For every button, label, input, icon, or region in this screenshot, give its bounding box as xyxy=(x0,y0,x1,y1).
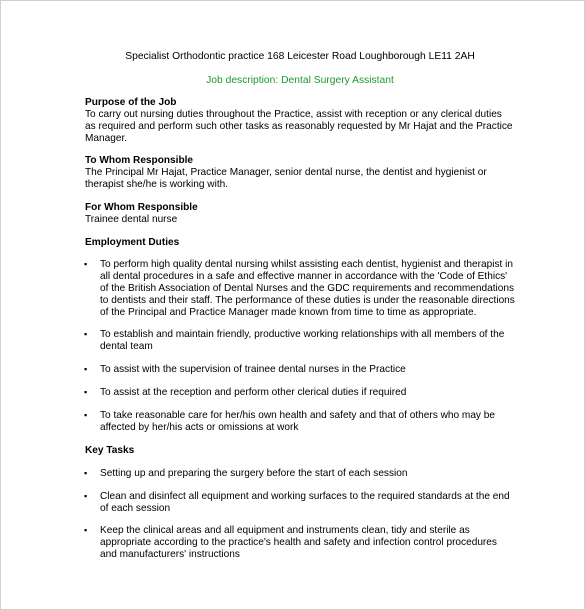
bullet-icon: ▪ xyxy=(84,525,88,536)
practice-address: Specialist Orthodontic practice 168 Leicester Road Loughborough LE11 2AH xyxy=(125,51,475,62)
section-to-whom xyxy=(85,155,515,191)
bullet-icon: ▪ xyxy=(84,258,88,269)
list-item xyxy=(85,410,515,434)
key-tasks-list xyxy=(85,468,515,561)
section-heading-duties: Employment Duties xyxy=(85,236,180,248)
section-duties xyxy=(85,237,515,434)
bullet-icon: ▪ xyxy=(84,329,88,340)
section-text-purpose: To carry out nursing duties throughout the Practice, assist with reception or any clerical duties as required and perform such other tasks as reasonably requested by Mr Hajat and the Practice Manager. xyxy=(85,108,513,144)
list-item-text: Setting up and preparing the surgery before the start of each session xyxy=(100,467,408,479)
list-item-text: To assist at the reception and perform other clerical duties if required xyxy=(100,387,407,399)
list-item-text: Clean and disinfect all equipment and working surfaces to the required standards at the end of each session xyxy=(100,490,510,514)
list-item xyxy=(85,259,515,319)
list-item-text: To perform high quality dental nursing whilst assisting each dentist, hygienist and therapist in all dental procedures in a safe and effective manner in accordance with the 'Code of Ethics' of the British Association of Dental Nurses and the GDC requirements and recommendations to dentists and their staff. The performance of these duties is under the reasonable directions of the Principal and Practice Manager made known from time to time as appropriate. xyxy=(100,258,515,318)
section-purpose xyxy=(85,97,515,145)
list-item xyxy=(85,364,515,376)
bullet-icon: ▪ xyxy=(84,467,88,478)
duties-list xyxy=(85,259,515,434)
section-for-whom xyxy=(85,202,515,226)
list-item xyxy=(85,491,515,515)
section-key-tasks xyxy=(85,445,515,561)
list-item xyxy=(85,525,515,561)
list-item xyxy=(85,329,515,353)
bullet-icon: ▪ xyxy=(84,387,88,398)
bullet-icon: ▪ xyxy=(84,410,88,421)
list-item xyxy=(85,387,515,399)
list-item-text: To establish and maintain friendly, productive working relationships with all members of the dental team xyxy=(100,329,505,353)
list-item-text: To assist with the supervision of trainee dental nurses in the Practice xyxy=(100,364,406,376)
list-item-text: Keep the clinical areas and all equipment and instruments clean, tidy and sterile as appropriate according to the practice's health and safety and infection control procedures and manufacturers' instructions xyxy=(100,525,497,561)
section-heading-to-whom: To Whom Responsible xyxy=(85,155,194,167)
section-heading-purpose: Purpose of the Job xyxy=(85,96,177,108)
bullet-icon: ▪ xyxy=(84,364,88,375)
section-text-to-whom: The Principal Mr Hajat, Practice Manager, senior dental nurse, the dentist and hygienist or therapist she/he is working with. xyxy=(85,167,487,191)
section-text-for-whom: Trainee dental nurse xyxy=(85,214,178,226)
list-item xyxy=(85,468,515,480)
job-title: Job description: Dental Surgery Assistant xyxy=(206,74,394,86)
section-heading-for-whom: For Whom Responsible xyxy=(85,202,198,214)
bullet-icon: ▪ xyxy=(84,490,88,501)
document-content xyxy=(85,51,515,572)
list-item-text: To take reasonable care for her/his own health and safety and that of others who may be affected by her/his acts or omissions at work xyxy=(100,410,496,433)
section-heading-key-tasks: Key Tasks xyxy=(85,444,135,456)
